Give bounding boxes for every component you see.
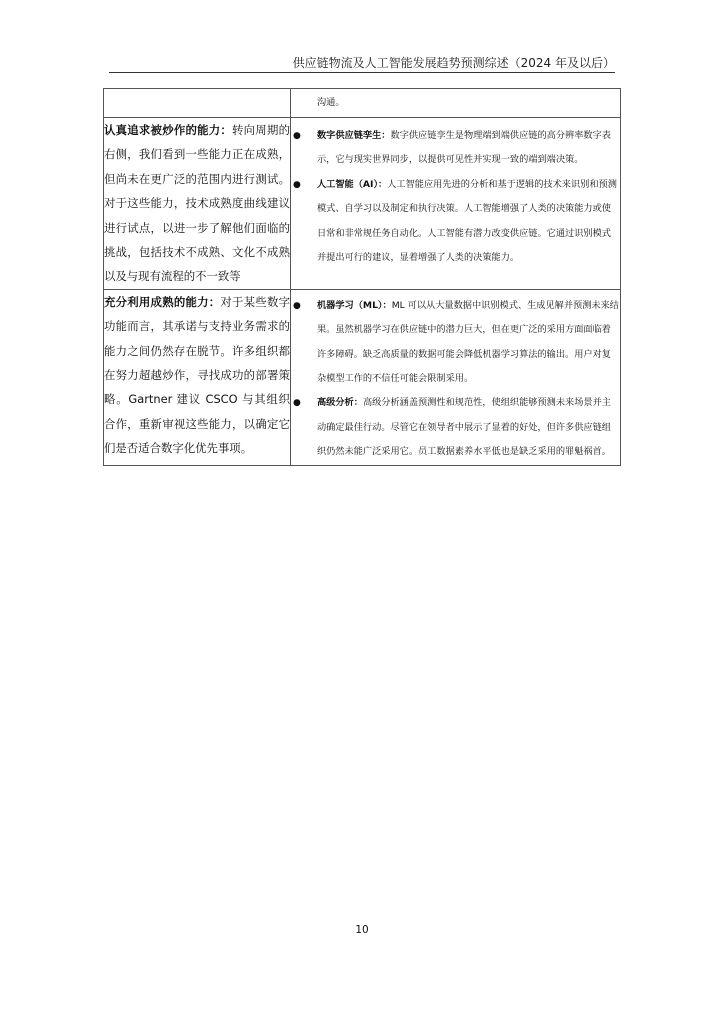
technology-description: 数字供应链孪生是物理端到端供应链的高分辨率数字表示，它与现实世界同步，以提供可见性并实现一致的端到端决策。 — [317, 130, 611, 166]
table-cell-empty — [104, 89, 291, 118]
category-description — [104, 118, 290, 289]
list-item — [291, 294, 620, 392]
continuation-text: 沟通。 — [317, 97, 345, 108]
category-text: 转向周期的右侧，我们看到一些能力正在成熟，但尚未在更广泛的范围内进行测试。对于这些能力，技术成熟度曲线建议进行试点，以进一步了解他们面临的挑战，包括技术不成熟、文化不成熟以及与现有流程的不一致等 — [104, 123, 290, 284]
category-description — [104, 290, 290, 461]
technology-description: ML 可以从大量数据中识别模式、生成见解并预测未来结果。虽然机器学习在供应链中的潜力巨大，但在更广泛的采用方面面临着许多障碍。缺乏高质量的数据可能会降低机器学习算法的输出。用户对复杂模型工作的不信任可能会限制采用。 — [317, 299, 619, 385]
category-title: 充分利用成熟的能力： — [104, 294, 221, 309]
technology-name: 数字供应链孪生： — [317, 130, 391, 141]
technology-description: 高级分析涵盖预测性和规范性，使组织能够预测未来场景并主动确定最佳行动。尽管它在领导者中展示了显着的好处，但许多供应链组织仍然未能广泛采用它。员工数据素养水平低也是缺乏采用的罪魁祸首。 — [317, 397, 611, 458]
capabilities-table — [103, 88, 621, 466]
technology-name: 机器学习（ML）： — [317, 299, 392, 311]
table-row — [104, 118, 621, 290]
list-item — [291, 391, 620, 464]
technology-name: 高级分析： — [317, 397, 363, 409]
list-item — [291, 173, 620, 271]
bullet-marker: ● — [293, 398, 301, 409]
bullet-marker: ● — [293, 131, 301, 141]
category-title: 认真追求被炒作的能力： — [104, 123, 233, 137]
category-text: 对于某些数字功能而言，其承诺与支持业务需求的能力之间仍然存在脱节。许多组织都在努力超越炒作，寻找成功的部署策略。Gartner 建议 CSCO 与其组织合作，重新审视这些能力，以确定它们是否适合数字化优先事项。 — [104, 294, 290, 456]
table-cell-category — [104, 118, 291, 290]
bullet-marker: ● — [293, 300, 301, 311]
header-rule — [109, 72, 615, 73]
table-cell-technologies — [291, 118, 621, 290]
page-number: 10 — [355, 924, 369, 936]
technology-description: 人工智能应用先进的分析和基于逻辑的技术来识别和预测模式、自学习以及制定和执行决策。人工智能增强了人类的决策能力或使日常和非常规任务自动化。人工智能有潜力改变供应链。它通过识别模式并提出可行的建议，显着增强了人类的决策能力。 — [317, 178, 617, 264]
table-cell-technologies — [291, 289, 621, 465]
bullet-marker: ● — [293, 179, 301, 190]
table-row-continuation — [104, 89, 621, 118]
technology-name: 人工智能（AI）： — [317, 178, 388, 190]
running-header: 供应链物流及人工智能发展趋势预测综述（2024 年及以后） — [292, 56, 615, 70]
table-cell-continuation — [291, 89, 621, 118]
table-cell-category — [104, 289, 291, 465]
table-row — [104, 289, 621, 465]
list-item — [291, 124, 620, 173]
